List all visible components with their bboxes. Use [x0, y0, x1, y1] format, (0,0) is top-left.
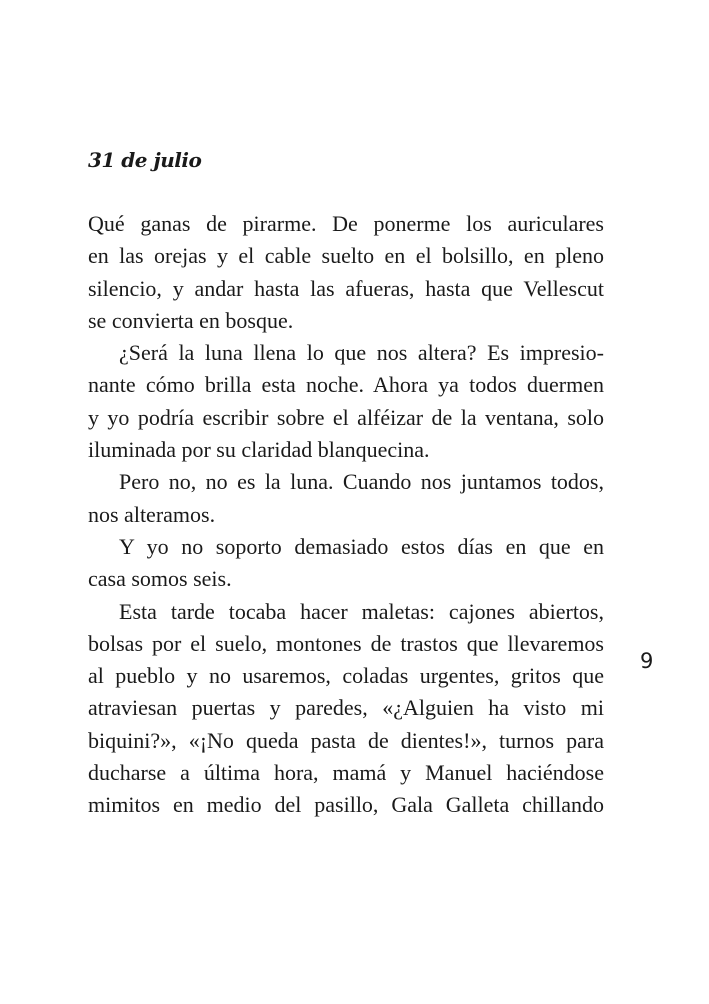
text-line: Qué ganas de pirarme. De ponerme los auriculares [88, 211, 604, 236]
text-line: nante cómo brilla esta noche. Ahora ya todos duermen [88, 372, 604, 398]
text-line: Esta tarde tocaba hacer maletas: cajones abiertos, [119, 598, 604, 624]
text-line: se convierta en bosque. [88, 307, 294, 333]
text-line: ¿Será la luna llena lo que nos altera? Es impresio- [119, 340, 604, 366]
text-line: ducharse a última hora, mamá y Manuel haciéndose [88, 760, 604, 786]
text-line: atraviesan puertas y paredes, «¿Alguien ha visto mi [88, 695, 604, 721]
text-line: iluminada por su claridad blanquecina. [88, 437, 430, 463]
text-line: al pueblo y no usaremos, coladas urgentes, gritos que [88, 663, 604, 689]
body-text [88, 208, 604, 822]
diary-entry-date: 31 de julio [88, 148, 202, 172]
page-number: 9 [640, 649, 654, 673]
text-line: casa somos seis. [88, 566, 232, 592]
text-line: bolsas por el suelo, montones de trastos que llevaremos [88, 630, 604, 656]
text-line: y yo podría escribir sobre el alféizar de la ventana, solo [88, 404, 604, 430]
text-line: Y yo no soporto demasiado estos días en que en [119, 533, 604, 559]
text-line: nos alteramos. [88, 501, 216, 527]
text-line: Pero no, no es la luna. Cuando nos juntamos todos, [119, 469, 604, 495]
text-line: en las orejas y el cable suelto en el bolsillo, en pleno [88, 243, 604, 269]
text-line: silencio, y andar hasta las afueras, hasta que Vellescut [88, 275, 604, 301]
text-line: mimitos en medio del pasillo, Gala Galleta chillando [88, 792, 604, 818]
text-line: biquini?», «¡No queda pasta de dientes!», turnos para [88, 727, 604, 753]
